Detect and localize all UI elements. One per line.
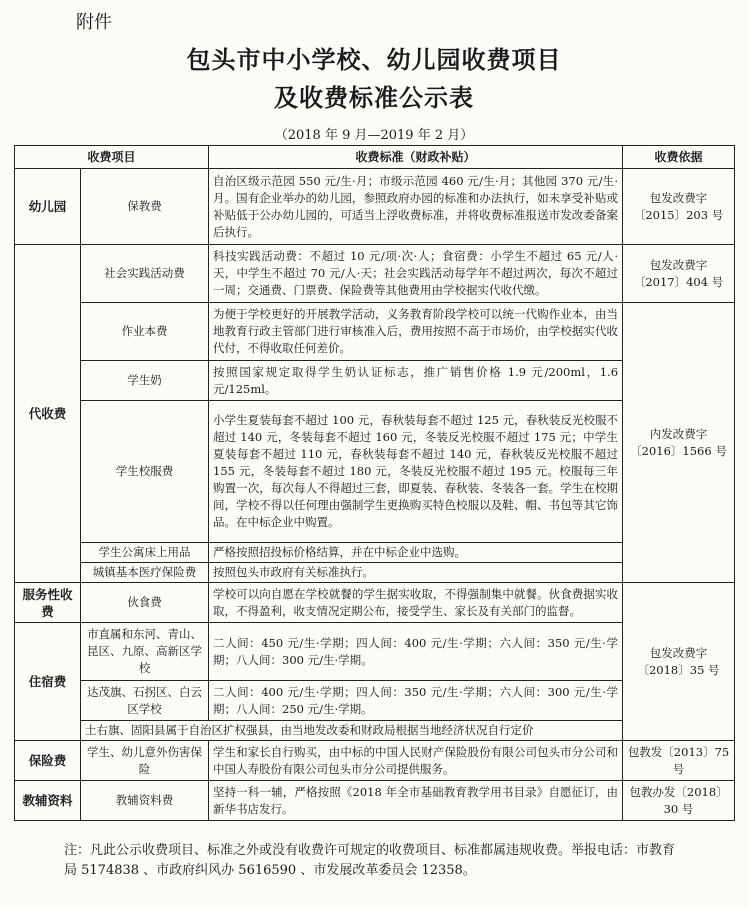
- category-service: 服务性收费: [15, 583, 81, 623]
- item-basis: 包发改费字〔2015〕203 号: [623, 169, 735, 245]
- item-standard: 按照国家规定取得学生奶认证标志，推广销售价格 1.9 元/200ml，1.6 元/125ml。: [209, 361, 623, 401]
- item-name: 作业本费: [81, 303, 209, 361]
- item-standard: 自治区级示范园 550 元/生·月；市级示范园 460 元/生·月；其他园 370 元/生·月。国有企业举办的幼儿园，参照政府办园的标准和办法执行，如未享受补贴或补贴低于公办幼儿园的，可适当上浮收费标准，并将收费标准报送市发改委备案后执行。: [209, 169, 623, 245]
- item-name: 市直属和东河、青山、昆区、九原、高新区学校: [81, 623, 209, 681]
- item-standard: 二人间：400 元/生·学期；四人间：350 元/生·学期；六人间：300 元/生·学期；八人间：250 元/生·学期。: [209, 681, 623, 721]
- item-standard: 严格按照招投标价格结算，并在中标企业中选购。: [209, 543, 623, 563]
- table-row: [15, 781, 735, 821]
- header-standard: 收费标准（财政补贴）: [209, 146, 623, 169]
- item-standard: 学生和家长自行购买，由中标的中国人民财产保险股份有限公司包头市分公司和中国人寿股份有限公司包头市分公司提供服务。: [209, 741, 623, 781]
- category-materials: 教辅资料: [15, 781, 81, 821]
- item-standard: 小学生夏装每套不超过 100 元，春秋装每套不超过 125 元，春秋装反光校服不超过 140 元，冬装每套不超过 160 元，冬装反光校服不超过 175 元；中学生夏装每套不超过 110 元，春秋装每套不超过 140 元，春秋装反光校服不超过 155 元，冬装每套不超过 180 元，冬装反光校服不超过 195 元。校服每三年购置一次，每次每人不得超过三套，即夏装、春秋装、冬装各一套。学生在校期间，学校不得以任何理由强制学生更换购买特色校服以及鞋、帽、书包等其它饰品。在中标企业中购置。: [209, 401, 623, 543]
- header-basis: 收费依据: [623, 146, 735, 169]
- item-name: 教辅资料费: [81, 781, 209, 821]
- item-basis: 包发改费字〔2017〕404 号: [623, 245, 735, 303]
- header-item: 收费项目: [15, 146, 209, 169]
- table-row: [15, 741, 735, 781]
- category-dorm: 住宿费: [15, 623, 81, 741]
- item-standard: 科技实践活动费：不超过 10 元/项·次·人；食宿费：小学生不超过 65 元/人·天，中学生不超过 70 元/人·天；社会实践活动每学年不超过两次，每次不超过一周；交通费、门票费、保险费等其他费用由学校据实代收代缴。: [209, 245, 623, 303]
- page-title-line2: 及收费标准公示表: [274, 84, 474, 112]
- item-basis: 包发改费字〔2018〕35 号: [623, 583, 735, 741]
- item-name: 学生校服费: [81, 401, 209, 543]
- table-row: [15, 303, 735, 361]
- item-name: 达茂旗、石拐区、白云区学校: [81, 681, 209, 721]
- table-row: [15, 169, 735, 245]
- item-name: 学生、幼儿意外伤害保险: [81, 741, 209, 781]
- fee-table: [14, 145, 735, 821]
- category-collect: 代收费: [15, 245, 81, 583]
- item-name: 城镇基本医疗保险费: [81, 563, 209, 583]
- item-basis: 包教办发〔2018〕30 号: [623, 781, 735, 821]
- item-name: 社会实践活动费: [81, 245, 209, 303]
- item-basis: 内发改费字〔2016〕1566 号: [623, 303, 735, 583]
- page-title: 包头市中小学校、幼儿园收费项目: [186, 46, 562, 74]
- item-name: 学生奶: [81, 361, 209, 401]
- category-insurance: 保险费: [15, 741, 81, 781]
- item-standard: 为便于学校更好的开展教学活动，义务教育阶段学校可以统一代购作业本，由当地教育行政主管部门进行审核准入后，费用按照不高于市场价，由学校据实代收代付，不得收取任何差价。: [209, 303, 623, 361]
- item-standard: 按照包头市政府有关标准执行。: [209, 563, 623, 583]
- item-standard: 二人间：450 元/生·学期；四人间：400 元/生·学期；六人间：350 元/生·学期；八人间：300 元/生·学期。: [209, 623, 623, 681]
- item-name: 保教费: [81, 169, 209, 245]
- item-standard: 学校可以向自愿在学校就餐的学生据实收取，不得强制集中就餐。伙食费据实收取，不得盈利，收支情况定期公布，接受学生、家长及有关部门的监督。: [209, 583, 623, 623]
- table-header-row: [15, 146, 735, 169]
- table-row: [15, 245, 735, 303]
- period-label: （2018 年 9 月—2019 年 2 月）: [274, 128, 474, 143]
- category-kindergarten: 幼儿园: [15, 169, 81, 245]
- item-note: 土右旗、固阳县属于自治区扩权强县，由当地发改委和财政局根据当地经济状况自行定价: [81, 721, 623, 741]
- attachment-label: 附件: [76, 12, 112, 33]
- item-standard: 坚持一科一辅，严格按照《2018 年全市基础教育教学用书目录》自愿征订，由新华书店发行。: [209, 781, 623, 821]
- table-row: [15, 583, 735, 623]
- footnote: 注：凡此公示收费项目、标准之外或没有收费许可规定的收费项目、标准都属违规收费。举报电话：市教育局 5174838 、市政府纠风办 5616590 、市发展改革委员会 12358。: [64, 843, 676, 878]
- item-name: 学生公寓床上用品: [81, 543, 209, 563]
- item-name: 伙食费: [81, 583, 209, 623]
- item-basis: 包教发〔2013〕75 号: [623, 741, 735, 781]
